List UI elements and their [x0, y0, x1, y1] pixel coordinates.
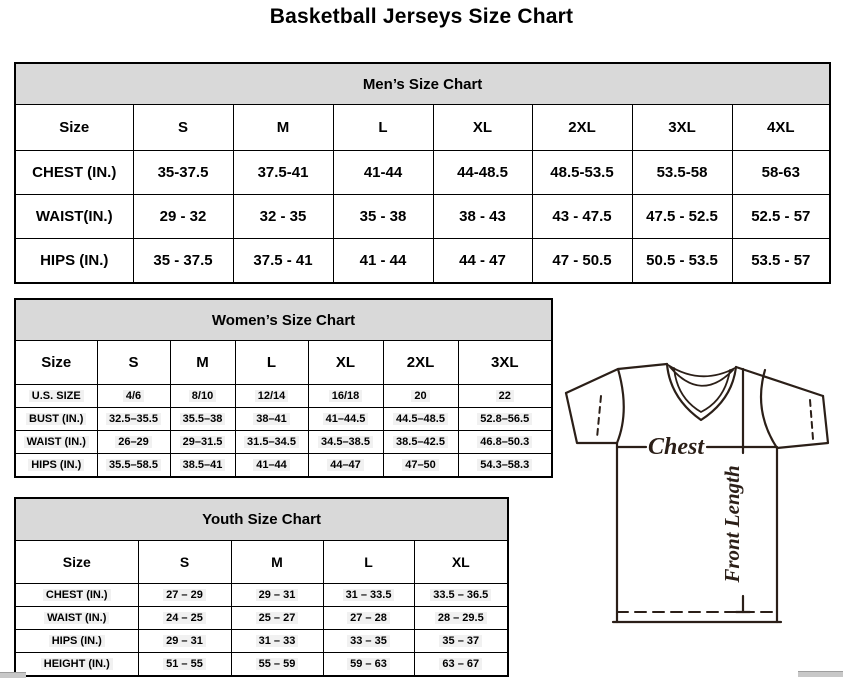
cell-text: WAIST (IN.): [24, 436, 89, 448]
size-value-cell: [308, 454, 383, 478]
cutoff-element-right: [798, 671, 843, 677]
cell-text: 41–44.5: [323, 413, 369, 425]
row-label-cell: HIPS (IN.): [15, 239, 133, 284]
cell-text: 55 – 59: [256, 658, 299, 670]
cell-text: 35 – 37: [439, 635, 482, 647]
cell-text: 8/10: [189, 390, 216, 402]
size-value-cell: [323, 584, 414, 607]
size-value-cell: [383, 454, 458, 478]
front-length-label: Front Length: [720, 465, 744, 583]
cell-text: 29 – 31: [163, 635, 206, 647]
jersey-left-armhole-seam: [617, 369, 624, 443]
table-row: [15, 408, 552, 431]
size-value-cell: 32 - 35: [233, 195, 333, 239]
column-header: L: [333, 105, 433, 151]
column-header: Size: [15, 341, 97, 385]
size-value-cell: [458, 454, 552, 478]
size-value-cell: [97, 431, 170, 454]
size-value-cell: [414, 584, 508, 607]
cell-text: CHEST (IN.): [43, 589, 111, 601]
cell-text: 33 – 35: [347, 635, 390, 647]
cell-text: 24 – 25: [163, 612, 206, 624]
table-row: [15, 431, 552, 454]
size-value-cell: [323, 630, 414, 653]
table-row: [15, 584, 508, 607]
size-value-cell: [231, 607, 323, 630]
cell-text: 22: [496, 390, 514, 402]
table-row: [15, 653, 508, 677]
column-header: 2XL: [532, 105, 632, 151]
size-value-cell: 37.5-41: [233, 151, 333, 195]
cell-text: 29–31.5: [180, 436, 226, 448]
cell-text: 12/14: [255, 390, 289, 402]
size-value-cell: [414, 653, 508, 677]
row-label-cell: [15, 653, 138, 677]
cell-text: 44.5–48.5: [393, 413, 448, 425]
column-header: S: [97, 341, 170, 385]
jersey-right-armhole-seam: [761, 370, 777, 448]
cell-text: 38.5–41: [180, 459, 226, 471]
table-row: [15, 385, 552, 408]
size-value-cell: 53.5-58: [632, 151, 732, 195]
size-value-cell: [231, 653, 323, 677]
size-value-cell: [231, 630, 323, 653]
youth-size-table: [14, 497, 509, 677]
column-header-row: [15, 105, 830, 151]
size-value-cell: 43 - 47.5: [532, 195, 632, 239]
size-value-cell: [458, 431, 552, 454]
row-label-cell: CHEST (IN.): [15, 151, 133, 195]
cell-text: HEIGHT (IN.): [41, 658, 113, 670]
size-value-cell: [170, 454, 235, 478]
womens-size-table: [14, 298, 553, 478]
column-header: Size: [15, 105, 133, 151]
jersey-left-sleeve-outline: [566, 393, 617, 443]
size-value-cell: [231, 584, 323, 607]
size-value-cell: [138, 607, 231, 630]
size-value-cell: [97, 385, 170, 408]
size-value-cell: [138, 630, 231, 653]
cell-text: 35.5–38: [180, 413, 226, 425]
cutoff-element-left: [0, 672, 26, 678]
column-header: L: [323, 541, 414, 584]
row-label-cell: [15, 408, 97, 431]
cell-text: 16/18: [329, 390, 363, 402]
cell-text: 31 – 33.5: [343, 589, 395, 601]
cell-text: 31 – 33: [256, 635, 299, 647]
size-value-cell: [323, 653, 414, 677]
size-value-cell: 44-48.5: [433, 151, 532, 195]
size-value-cell: [323, 607, 414, 630]
size-value-cell: [414, 630, 508, 653]
men-table-caption: Men’s Size Chart: [15, 63, 830, 105]
cell-text: 29 – 31: [256, 589, 299, 601]
table-row: [15, 630, 508, 653]
cell-text: 38.5–42.5: [393, 436, 448, 448]
size-value-cell: [308, 385, 383, 408]
cell-text: 41–44: [253, 459, 290, 471]
column-header-row: [15, 341, 552, 385]
size-value-cell: 47 - 50.5: [532, 239, 632, 284]
column-header: XL: [308, 341, 383, 385]
jersey-right-sleeve-outline: [777, 396, 828, 448]
column-header: 3XL: [632, 105, 732, 151]
column-header: 3XL: [458, 341, 552, 385]
column-header: M: [170, 341, 235, 385]
size-value-cell: 41 - 44: [333, 239, 433, 284]
table-row: [15, 151, 830, 195]
size-value-cell: [97, 408, 170, 431]
cell-text: 46.8–50.3: [477, 436, 532, 448]
size-value-cell: [235, 454, 308, 478]
size-value-cell: 35 - 37.5: [133, 239, 233, 284]
cell-text: 47–50: [402, 459, 439, 471]
cell-text: BUST (IN.): [26, 413, 86, 425]
cell-text: 25 – 27: [256, 612, 299, 624]
size-value-cell: 35-37.5: [133, 151, 233, 195]
column-header: 4XL: [732, 105, 830, 151]
size-value-cell: [458, 408, 552, 431]
table-row: [15, 195, 830, 239]
row-label-cell: [15, 607, 138, 630]
size-value-cell: 41-44: [333, 151, 433, 195]
cell-text: 4/6: [123, 390, 144, 402]
row-label-cell: [15, 385, 97, 408]
size-value-cell: 44 - 47: [433, 239, 532, 284]
cell-text: 35.5–58.5: [106, 459, 161, 471]
jersey-left-shoulder-line: [566, 364, 667, 393]
size-value-cell: [235, 385, 308, 408]
column-header: XL: [414, 541, 508, 584]
size-value-cell: 29 - 32: [133, 195, 233, 239]
cell-text: 38–41: [253, 413, 290, 425]
column-header: M: [231, 541, 323, 584]
cell-text: HIPS (IN.): [28, 459, 84, 471]
cell-text: 63 – 67: [439, 658, 482, 670]
table-row: [15, 607, 508, 630]
cell-text: WAIST (IN.): [44, 612, 109, 624]
size-value-cell: 38 - 43: [433, 195, 532, 239]
cell-text: 27 – 28: [347, 612, 390, 624]
table-row: [15, 454, 552, 478]
column-header: 2XL: [383, 341, 458, 385]
row-label-cell: [15, 630, 138, 653]
row-label-cell: [15, 431, 97, 454]
size-value-cell: [414, 607, 508, 630]
size-value-cell: [138, 653, 231, 677]
size-value-cell: 35 - 38: [333, 195, 433, 239]
cell-text: 26–29: [115, 436, 152, 448]
size-value-cell: 48.5-53.5: [532, 151, 632, 195]
jersey-collar-inner-v: [674, 368, 730, 412]
cell-text: 44–47: [327, 459, 364, 471]
column-header: S: [138, 541, 231, 584]
mens-size-table: [14, 62, 831, 284]
jersey-right-cuff-dashed-line: [810, 400, 813, 439]
column-header: S: [133, 105, 233, 151]
cell-text: 31.5–34.5: [244, 436, 299, 448]
row-label-cell: [15, 454, 97, 478]
column-header-row: [15, 541, 508, 584]
cell-text: 27 – 29: [163, 589, 206, 601]
size-value-cell: [170, 385, 235, 408]
row-label-cell: WAIST(IN.): [15, 195, 133, 239]
jersey-left-cuff-dashed-line: [597, 396, 601, 438]
size-value-cell: 37.5 - 41: [233, 239, 333, 284]
cell-text: 34.5–38.5: [318, 436, 373, 448]
chest-label: Chest: [647, 434, 705, 460]
jersey-measurement-diagram: [556, 356, 842, 628]
size-value-cell: [308, 431, 383, 454]
size-value-cell: [383, 385, 458, 408]
cell-text: 28 – 29.5: [435, 612, 487, 624]
column-header: M: [233, 105, 333, 151]
size-value-cell: 47.5 - 52.5: [632, 195, 732, 239]
size-value-cell: [235, 408, 308, 431]
youth-table-caption: Youth Size Chart: [15, 498, 508, 541]
size-value-cell: [383, 408, 458, 431]
size-value-cell: [235, 431, 308, 454]
cell-text: 20: [411, 390, 429, 402]
size-value-cell: [170, 431, 235, 454]
women-table-caption: Women’s Size Chart: [15, 299, 552, 341]
column-header: XL: [433, 105, 532, 151]
cell-text: 52.8–56.5: [477, 413, 532, 425]
size-value-cell: [308, 408, 383, 431]
size-value-cell: [383, 431, 458, 454]
size-value-cell: [138, 584, 231, 607]
size-value-cell: 50.5 - 53.5: [632, 239, 732, 284]
size-value-cell: 52.5 - 57: [732, 195, 830, 239]
cell-text: HIPS (IN.): [49, 635, 105, 647]
column-header: L: [235, 341, 308, 385]
size-value-cell: [97, 454, 170, 478]
table-row: [15, 239, 830, 284]
size-value-cell: [170, 408, 235, 431]
cell-text: 54.3–58.3: [477, 459, 532, 471]
page-title: Basketball Jerseys Size Chart: [269, 5, 574, 28]
cell-text: 51 – 55: [163, 658, 206, 670]
cell-text: U.S. SIZE: [29, 390, 84, 402]
cell-text: 59 – 63: [347, 658, 390, 670]
cell-text: 32.5–35.5: [106, 413, 161, 425]
column-header: Size: [15, 541, 138, 584]
cell-text: 33.5 – 36.5: [430, 589, 491, 601]
row-label-cell: [15, 584, 138, 607]
size-value-cell: 58-63: [732, 151, 830, 195]
jersey-right-shoulder-line: [736, 367, 823, 396]
size-value-cell: [458, 385, 552, 408]
size-value-cell: 53.5 - 57: [732, 239, 830, 284]
